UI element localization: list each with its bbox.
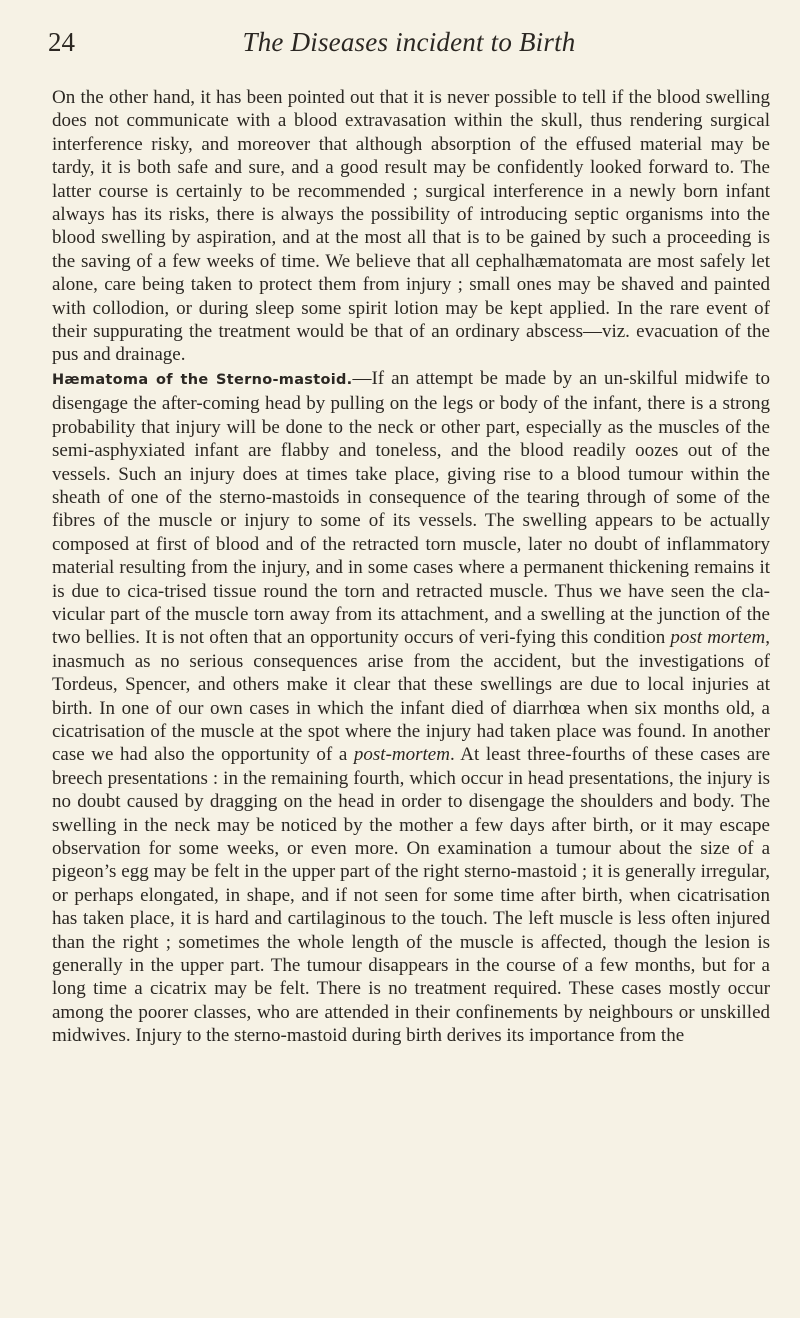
italic-post-mortem: post mortem	[670, 627, 766, 649]
section-heading: Hæmatoma of the Sterno-mastoid.	[52, 371, 353, 388]
paragraph-text-part-2: , inasmuch as no serious consequences arise from the accident, but the investigations of Tordeus, Spencer, and others make it clear that these swellings are due to local injuries at birth. In one of our own cases in which the infant died of diarrhœa when six months old, a cicatrisation of the muscle at the spot where the injury had taken place was found. In another case we had also the opportunity of a	[52, 627, 770, 766]
paragraph-cephalhaematoma-treatment: On the other hand, it has been pointed out that it is never possible to tell if the blood swelling does not communicate with a blood extravasation within the skull, thus rendering surgical interference risky, and moreover that although absorption of the effused material may be tardy, it is both safe and sure, and a good result may be confidently looked forward to. The latter course is certainly to be recommended ; surgical interference in a newly born infant always has its risks, there is always the possibility of introducing septic organisms into the blood swelling by aspiration, and at the most all that is to be gained by such a proceeding is the saving of a few weeks of time. We believe that all cephalhæmatomata are most safely let alone, care being taken to protect them from injury ; small ones may be shaved and painted with collodion, or during sleep some spirit lotion may be kept applied. In the rare event of their suppurating the treatment would be that of an ordinary abscess—viz. evacuation of the pus and drainage.	[52, 87, 770, 366]
paragraph-text-part-1: —If an attempt be made by an un-skilful midwife to disengage the after-coming head by pulling on the legs or body of the infant, there is a strong probability that injury will be done to the neck or other part, especially as the muscles of the semi-asphyxiated infant are flabby and toneless, and the blood readily oozes out of the vessels. Such an injury does at times take place, giving rise to a blood tumour within the sheath of one of the sterno-mastoids in consequence of the tearing through of some of the fibres of the muscle or injury to some of its vessels. The swelling appears to be actually composed at first of blood and of the retracted torn muscle, later no doubt of inflammatory material resulting from the injury, and in some cases where a permanent thickening remains it is due to cica-trised tissue round the torn and retracted muscle. Thus we have seen the cla-vicular part of the muscle torn away from its attachment, and a swelling at the junction of the two bellies. It is not often that an opportunity occurs of veri-fying this condition	[52, 367, 770, 649]
page-header	[48, 22, 770, 62]
paragraph-text-part-3: . At least three-fourths of these cases are breech presentations : in the remaining fourth, which occur in head presentations, the injury is no doubt caused by dragging on the head in order to disengage the shoulders and body. The swelling in the neck may be noticed by the mother a few days after birth, or it may escape observation for some weeks, or even more. On examination a tumour about the size of a pigeon’s egg may be felt in the upper part of the right sterno-mastoid ; it is generally irregular, or perhaps elongated, in shape, and if not seen for some time after birth, when cicatrisation has taken place, it is hard and cartilaginous to the touch. The left muscle is less often injured than the right ; sometimes the whole length of the muscle is affected, though the lesion is generally in the upper part. The tumour disappears in the course of a few months, but for a long time a cicatrix may be felt. There is no treatment required. These cases mostly occur among the poorer classes, who are attended in their confinements by neighbours or unskilled midwives. Injury to the sterno-mastoid during birth derives its importance from the	[52, 744, 770, 1047]
italic-post-mortem-2: post-mortem	[353, 744, 450, 766]
page-number: 24	[48, 27, 75, 57]
paragraph-sterno-mastoid-haematoma	[52, 367, 770, 1048]
running-head: The Diseases incident to Birth	[242, 27, 576, 57]
body-text	[52, 86, 770, 1048]
